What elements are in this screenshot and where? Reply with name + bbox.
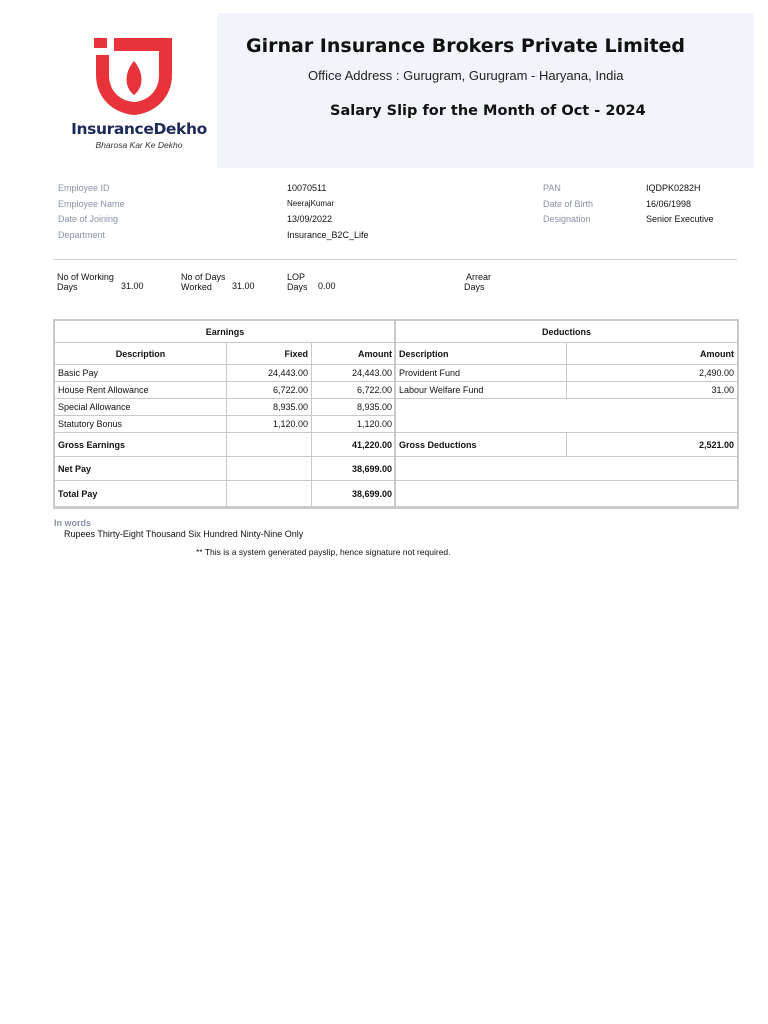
days-worked-label-line2: Worked <box>181 282 212 292</box>
deductions-col-description: Description <box>396 343 567 365</box>
gross-deductions-amount: 2,521.00 <box>567 433 738 457</box>
payslip-header <box>54 13 754 168</box>
earnings-row <box>55 365 396 382</box>
slip-title: Salary Slip for the Month of Oct - 2024 <box>330 103 646 119</box>
company-logo <box>54 13 217 168</box>
amount-in-words: Rupees Thirty-Eight Thousand Six Hundred Ninty-Nine Only <box>64 529 304 539</box>
gross-earnings-fixed <box>227 433 312 457</box>
arrear-days-label-line2: Days <box>464 282 485 292</box>
deductions-table <box>395 320 738 507</box>
deductions-col-amount: Amount <box>567 343 738 365</box>
arrear-days-label-line1: Arrear <box>466 272 492 282</box>
earning-amount: 8,935.00 <box>312 399 396 416</box>
date-of-birth-label: Date of Birth <box>543 199 594 209</box>
deduction-amount: 2,490.00 <box>567 365 738 382</box>
earning-fixed: 6,722.00 <box>227 382 312 399</box>
office-address: Office Address : Gurugram, Gurugram - Haryana, India <box>308 68 624 83</box>
working-days-value: 31.00 <box>121 281 144 291</box>
net-pay-fixed <box>227 457 312 481</box>
earning-fixed: 8,935.00 <box>227 399 312 416</box>
divider <box>54 259 737 260</box>
lop-days-label-line2: Days <box>287 282 308 292</box>
days-worked-label <box>181 272 226 292</box>
department-value: Insurance_B2C_Life <box>287 230 369 240</box>
lop-days-label-line1: LOP <box>287 272 306 282</box>
earning-description: Basic Pay <box>55 365 227 382</box>
insurancedekho-logo-icon <box>94 35 176 117</box>
pan-value: IQDPK0282H <box>646 183 701 193</box>
earning-amount: 1,120.00 <box>312 416 396 433</box>
arrear-days-label <box>464 272 491 292</box>
net-pay-amount: 38,699.00 <box>312 457 396 481</box>
department-label: Department <box>58 230 106 240</box>
earnings-row <box>55 399 396 416</box>
logo-tagline: Bharosa Kar Ke Dekho <box>95 140 183 150</box>
earning-amount: 6,722.00 <box>312 382 396 399</box>
in-words-label: In words <box>54 518 92 528</box>
designation-label: Designation <box>543 214 591 224</box>
earnings-col-amount: Amount <box>312 343 396 365</box>
date-of-joining-label: Date of Joining <box>58 214 119 224</box>
earnings-col-description: Description <box>55 343 227 365</box>
deductions-row <box>396 365 738 382</box>
earnings-title: Earnings <box>55 321 396 343</box>
gross-deductions-label: Gross Deductions <box>396 433 567 457</box>
designation-value: Senior Executive <box>646 214 714 224</box>
earning-amount: 24,443.00 <box>312 365 396 382</box>
deductions-row <box>396 382 738 399</box>
deduction-amount: 31.00 <box>567 382 738 399</box>
earning-fixed: 24,443.00 <box>227 365 312 382</box>
earnings-row <box>55 382 396 399</box>
earnings-table <box>54 320 396 507</box>
date-of-birth-value: 16/06/1998 <box>646 199 692 209</box>
date-of-joining-value: 13/09/2022 <box>287 214 333 224</box>
gross-earnings-amount: 41,220.00 <box>312 433 396 457</box>
total-pay-label: Total Pay <box>55 481 227 507</box>
pan-label: PAN <box>543 183 561 193</box>
employee-id-label: Employee ID <box>58 183 110 193</box>
deductions-empty-cell <box>396 399 738 433</box>
earnings-row <box>55 416 396 433</box>
system-generated-note: ** This is a system generated payslip, hence signature not required. <box>196 547 451 557</box>
deduction-description: Labour Welfare Fund <box>396 382 567 399</box>
employee-name-label: Employee Name <box>58 199 125 209</box>
earning-description: Special Allowance <box>55 399 227 416</box>
earning-description: Statutory Bonus <box>55 416 227 433</box>
logo-wordmark: InsuranceDekho <box>71 120 207 138</box>
working-days-label-line1: No of Working <box>57 272 114 282</box>
employee-id-value: 10070511 <box>287 183 327 193</box>
earnings-col-fixed: Fixed <box>227 343 312 365</box>
days-worked-value: 31.00 <box>232 281 255 291</box>
company-name: Girnar Insurance Brokers Private Limited <box>246 35 686 57</box>
lop-days-label <box>287 272 308 292</box>
working-days-label-line2: Days <box>57 282 78 292</box>
net-pay-label: Net Pay <box>55 457 227 481</box>
days-worked-label-line1: No of Days <box>181 272 226 282</box>
total-pay-fixed <box>227 481 312 507</box>
working-days-label <box>57 272 114 292</box>
deductions-title: Deductions <box>396 321 738 343</box>
deductions-total-empty <box>396 481 738 507</box>
total-pay-amount: 38,699.00 <box>312 481 396 507</box>
employee-name-value: NeerajKumar <box>287 199 335 208</box>
lop-days-value: 0.00 <box>318 281 336 291</box>
earning-description: House Rent Allowance <box>55 382 227 399</box>
earning-fixed: 1,120.00 <box>227 416 312 433</box>
deductions-net-empty <box>396 457 738 481</box>
gross-earnings-label: Gross Earnings <box>55 433 227 457</box>
deduction-description: Provident Fund <box>396 365 567 382</box>
